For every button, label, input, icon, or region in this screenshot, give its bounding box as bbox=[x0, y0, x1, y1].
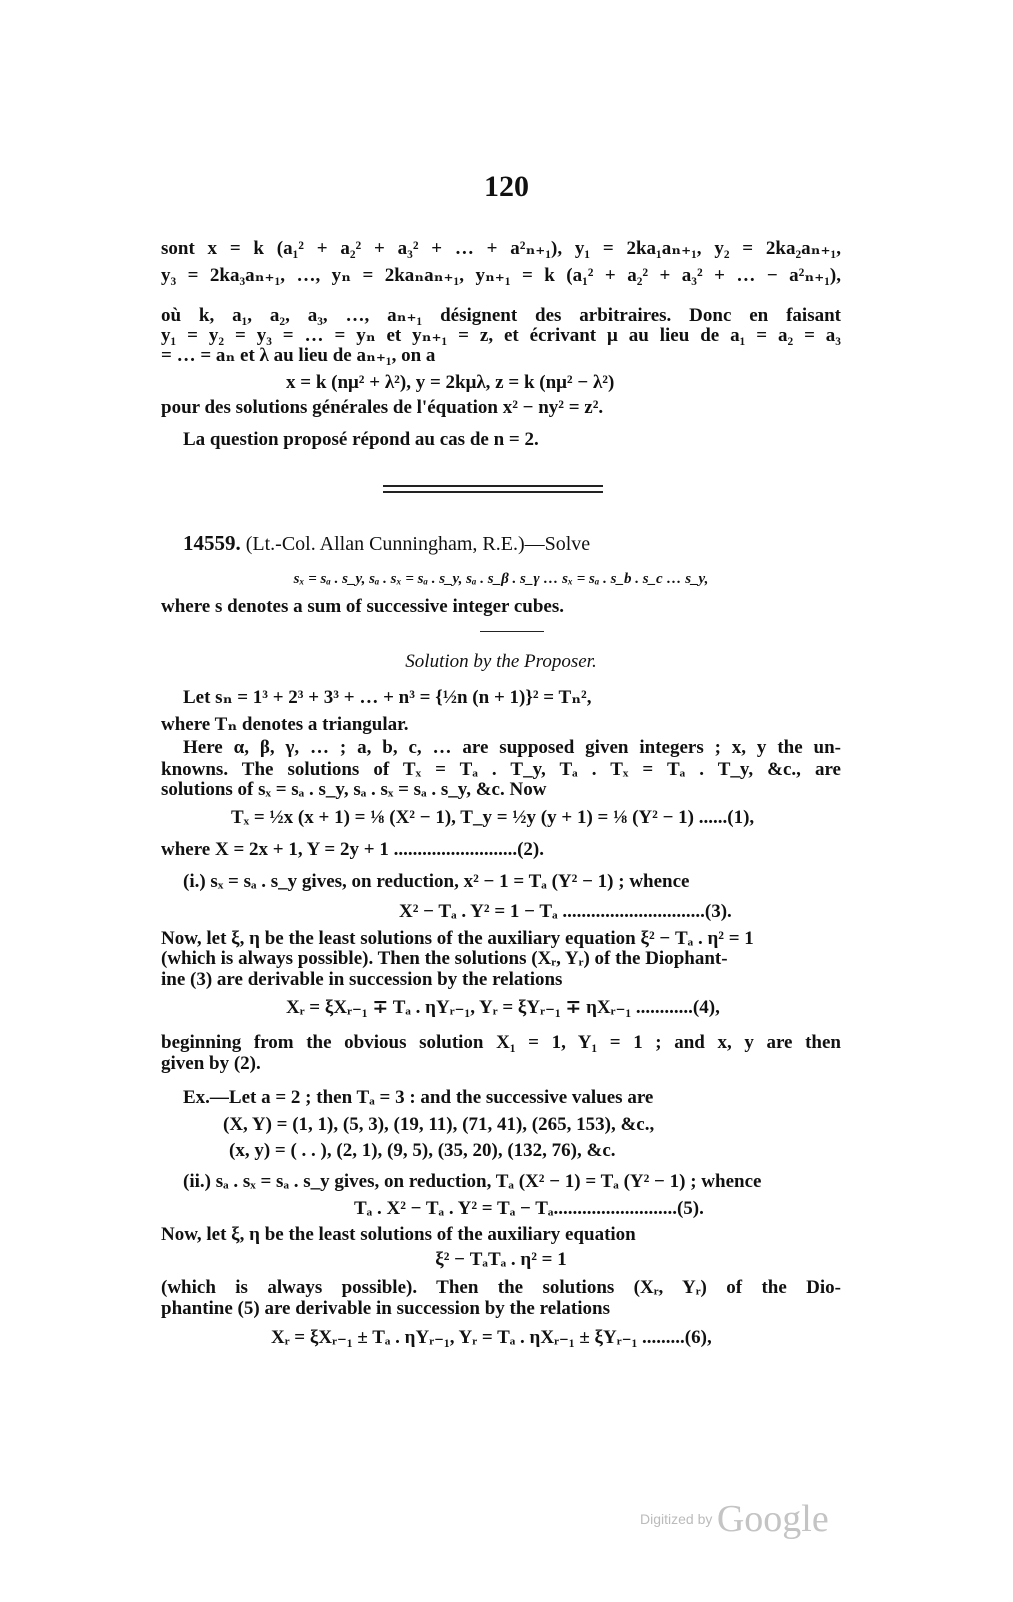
example-line: Ex.—Let a = 2 ; then Tₐ = 3 : and the successive values are bbox=[183, 1087, 654, 1108]
text-line: pour des solutions générales de l'équation x² − ny² = z². bbox=[161, 397, 604, 418]
text-line: where Tₙ denotes a triangular. bbox=[161, 714, 409, 735]
text-line: = … = aₙ et λ au lieu de aₙ₊₁, on a bbox=[161, 345, 436, 366]
equation: x = k (nμ² + λ²), y = 2kμλ, z = k (nμ² − λ²) bbox=[286, 372, 615, 393]
text-line: (which is always possible). Then the solutions (Xᵣ, Yᵣ) of the Diophant- bbox=[161, 948, 728, 969]
problem-statement: where s denotes a sum of successive integer cubes. bbox=[161, 596, 565, 617]
text-line: given by (2). bbox=[161, 1053, 261, 1074]
google-logo: Google bbox=[716, 1498, 829, 1540]
problem-number: 14559. bbox=[183, 531, 241, 555]
equation-4: Xᵣ = ξXᵣ₋₁ ∓ Tₐ . ηYᵣ₋₁, Yᵣ = ξYᵣ₋₁ ∓ ηXᵣ₋₁ ............(4), bbox=[286, 997, 720, 1018]
divider-rule bbox=[383, 491, 603, 493]
text-line: Let sₙ = 1³ + 2³ + 3³ + … + n³ = {½n (n + 1)}² = Tₙ², bbox=[183, 687, 592, 708]
text-line: knowns. The solutions of Tₓ = Tₐ . T_y, Tₐ . Tₓ = Tₐ . T_y, &c., are bbox=[161, 759, 841, 780]
example-values-XY: (X, Y) = (1, 1), (5, 3), (19, 11), (71, 41), (265, 153), &c., bbox=[223, 1114, 655, 1135]
problem-header bbox=[161, 532, 841, 555]
digitized-by-google-watermark bbox=[640, 1497, 829, 1541]
auxiliary-equation: ξ² − TₐTₐ . η² = 1 bbox=[435, 1249, 567, 1270]
equation-2: where X = 2x + 1, Y = 2y + 1 ..........................(2). bbox=[161, 839, 544, 860]
text-line: Now, let ξ, η be the least solutions of the auxiliary equation bbox=[161, 1224, 636, 1245]
text-line: phantine (5) are derivable in succession by the relations bbox=[161, 1298, 610, 1319]
problem-author: (Lt.-Col. Allan Cunningham, R.E.)—Solve bbox=[245, 533, 591, 555]
text-line: Here α, β, γ, … ; a, b, c, … are supposed given integers ; x, y the un- bbox=[183, 737, 841, 758]
problem-equations: sₓ = sₐ . s_y, sₐ . sₓ = sₐ . s_y, sₐ . s_β . s_γ … sₓ = sₐ . s_b . s_c … s_y, bbox=[293, 571, 709, 587]
text-line: La question proposé répond au cas de n = 2. bbox=[183, 429, 539, 450]
text-line: solutions of sₓ = sₐ . s_y, sₐ . sₓ = sₐ . s_y, &c. Now bbox=[161, 779, 547, 800]
text-line: y₁ = y₂ = y₃ = … = yₙ et yₙ₊₁ = z, et écrivant μ au lieu de a₁ = a₂ = a₃ bbox=[161, 325, 841, 346]
watermark-prefix: Digitized by bbox=[640, 1511, 713, 1527]
solution-heading: Solution by the Proposer. bbox=[405, 651, 597, 672]
text-line: (ii.) sₐ . sₓ = sₐ . s_y gives, on reduction, Tₐ (X² − 1) = Tₐ (Y² − 1) ; whence bbox=[183, 1171, 762, 1192]
text-line: sont x = k (a₁² + a₂² + a₃² + … + a²ₙ₊₁), y₁ = 2ka₁aₙ₊₁, y₂ = 2ka₂aₙ₊₁, bbox=[161, 238, 841, 259]
page-number: 120 bbox=[484, 170, 529, 203]
text-line: beginning from the obvious solution X₁ = 1, Y₁ = 1 ; and x, y are then bbox=[161, 1032, 841, 1053]
divider-rule bbox=[383, 485, 603, 487]
example-values-xy: (x, y) = ( . . ), (2, 1), (9, 5), (35, 20), (132, 76), &c. bbox=[229, 1140, 616, 1161]
text-line: où k, a₁, a₂, a₃, …, aₙ₊₁ désignent des arbitraires. Donc en faisant bbox=[161, 305, 841, 326]
short-rule bbox=[480, 631, 544, 632]
equation-1: Tₓ = ½x (x + 1) = ⅛ (X² − 1), T_y = ½y (y + 1) = ⅛ (Y² − 1) ......(1), bbox=[231, 807, 755, 828]
text-line: y₃ = 2ka₃aₙ₊₁, …, yₙ = 2kaₙaₙ₊₁, yₙ₊₁ = k (a₁² + a₂² + a₃² + … − a²ₙ₊₁), bbox=[161, 265, 841, 286]
text-line: ine (3) are derivable in succession by the relations bbox=[161, 969, 563, 990]
equation-3: X² − Tₐ . Y² = 1 − Tₐ ..............................(3). bbox=[399, 901, 732, 922]
text-line: (which is always possible). Then the solutions (Xᵣ, Yᵣ) of the Dio- bbox=[161, 1277, 841, 1298]
equation-5: Tₐ . X² − Tₐ . Y² = Tₐ − Tₐ..........................(5). bbox=[354, 1198, 704, 1219]
text-line: Now, let ξ, η be the least solutions of the auxiliary equation ξ² − Tₐ . η² = 1 bbox=[161, 928, 754, 949]
text-line: (i.) sₓ = sₐ . s_y gives, on reduction, x² − 1 = Tₐ (Y² − 1) ; whence bbox=[183, 871, 690, 892]
equation-6: Xᵣ = ξXᵣ₋₁ ± Tₐ . ηYᵣ₋₁, Yᵣ = Tₐ . ηXᵣ₋₁ ± ξYᵣ₋₁ .........(6), bbox=[271, 1327, 712, 1348]
